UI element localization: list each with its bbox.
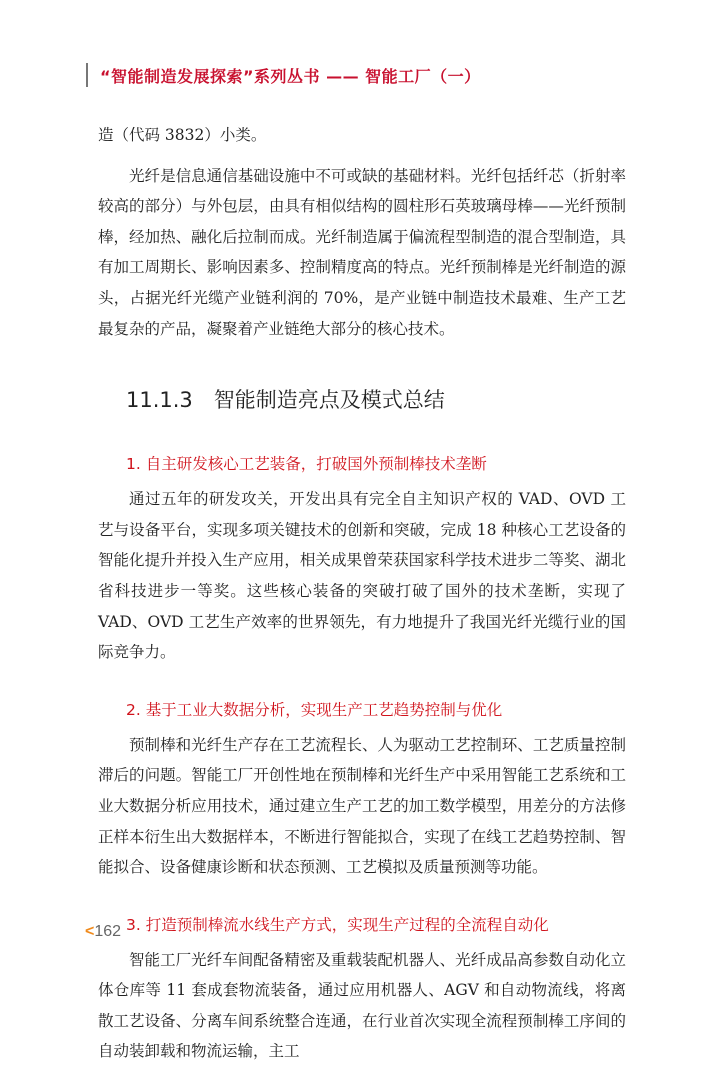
subsection-body-2: 预制棒和光纤生产存在工艺流程长、人为驱动工艺控制环、工艺质量控制滞后的问题。智能工厂开创性地在预制棒和光纤生产中采用智能工艺系统和工业大数据分析应用技术，通过建立生产工艺的加工数学模型，用差分的方法修正样本衍生出大数据样本，不断进行智能拟合，实现了在线工艺趋势控制、智能拟合、设备健康诊断和状态预测、工艺模拟及质量预测等功能。 [98,735,626,877]
running-head [86,62,481,88]
page-body [98,120,626,1067]
running-head-rule [86,63,88,87]
paragraph-continued: 造（代码 3832）小类。 [98,126,267,144]
section-heading: 11.1.3 智能制造亮点及模式总结 [126,388,445,413]
subsection-heading-2: 2. 基于工业大数据分析，实现生产工艺趋势控制与优化 [126,700,503,719]
running-head-title: “智能制造发展探索”系列丛书 —— 智能工厂（一） [100,66,481,86]
page-number: 162 [94,923,122,940]
paragraph-optical-fiber: 光纤是信息通信基础设施中不可或缺的基础材料。光纤包括纤芯（折射率较高的部分）与外包层，由具有相似结构的圆柱形石英玻璃母棒——光纤预制棒，经加热、融化后拉制而成。光纤制造属于偏流程型制造的混合型制造，具有加工周期长、影响因素多、控制精度高的特点。光纤预制棒是光纤制造的源头，占据光纤光缆产业链利润的 70%，是产业链中制造技术最难、生产工艺最复杂的产品，凝聚着产业链绝大部分的核心技术。 [98,166,626,338]
page-folio [85,923,121,941]
subsection-body-3: 智能工厂光纤车间配备精密及重载装配机器人、光纤成品高参数自动化立体仓库等 11 套成套物流装备，通过应用机器人、AGV 和自动物流线，将离散工艺设备、分离车间系统整合连通，在行业首次实现全流程预制棒工序间的自动装卸载和物流运输，主工 [98,950,626,1061]
subsection-heading-1: 1. 自主研发核心工艺装备，打破国外预制棒技术垄断 [126,455,487,474]
folio-arrow-icon: < [85,923,95,940]
subsection-heading-3: 3. 打造预制棒流水线生产方式，实现生产过程的全流程自动化 [126,915,549,934]
subsection-body-1: 通过五年的研发攻关，开发出具有完全自主知识产权的 VAD、OVD 工艺与设备平台，实现多项关键技术的创新和突破，完成 18 种核心工艺设备的智能化提升并投入生产应用，相关成果曾荣获国家科学技术进步二等奖、湖北省科技进步一等奖。这些核心装备的突破打破了国外的技术垄断，实现了 VAD、OVD 工艺生产效率的世界领先，有力地提升了我国光纤光缆行业的国际竞争力。 [98,490,626,662]
